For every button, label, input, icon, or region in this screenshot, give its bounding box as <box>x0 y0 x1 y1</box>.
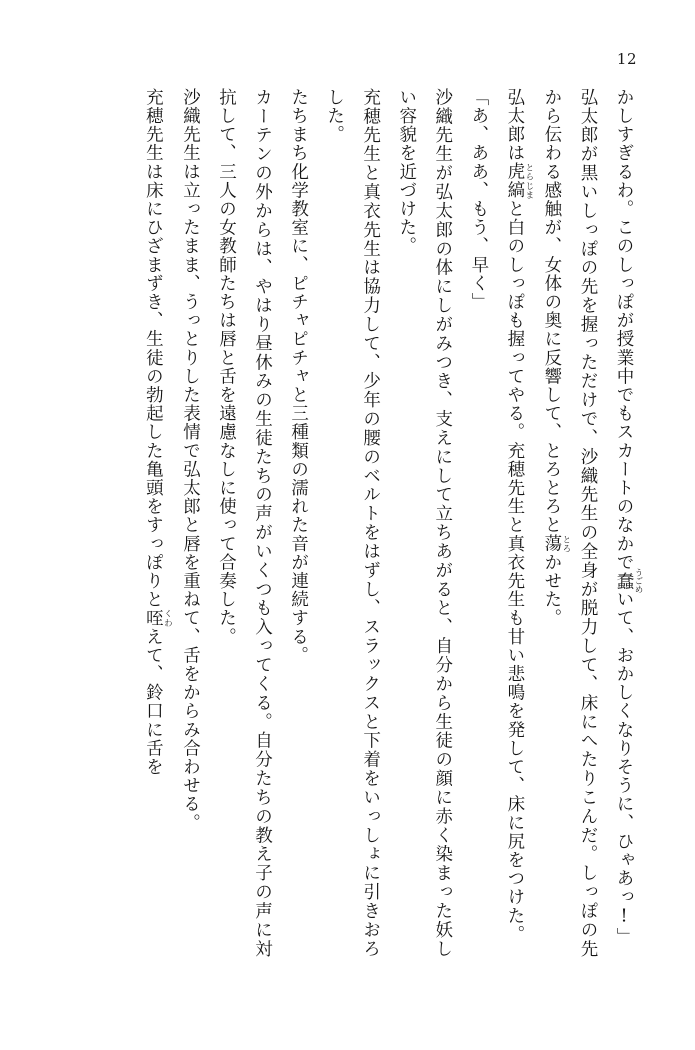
paragraph-3: 弘太郎は虎縞 とらじまと白のしっぽも握ってやる。充穂先生と真衣先生も甘い悲鳴を発して、床に尻をつけた。 <box>504 88 534 944</box>
paragraph-2: 弘太郎が黒いしっぽの先を握っただけで、沙織先生の全身が脱力して、床にへたりこんだ。しっぽの先から伝わる感触が、女体の奥に反響して、とろとろと蕩 とろかせた。 <box>541 88 598 958</box>
paragraph-4: 「あ、ああ、もう、早く」 <box>468 88 489 312</box>
paragraph-5: 沙織先生が弘太郎の体にしがみつき、支えにして立ちあがると、自分から生徒の顔に赤く染まった妖しい容貌を近づけた。 <box>396 88 453 958</box>
paragraph-6: 充穂先生と真衣先生は協力して、少年の腰のベルトをはずし、スラックスと下着をいっしょに引きおろした。 <box>324 88 381 958</box>
ruby-ugome: 蠢 うごめ <box>614 568 643 594</box>
paragraph-1: かしすぎるわ。このしっぽが授業中でもスカートのなかで蠢 うごめいて、おかしくなりそうに、ひゃあっ!」 <box>614 88 643 947</box>
paragraph-10: 充穂先生は床にひざまずき、生徒の勃起した亀頭をすっぽりと咥 くわえて、鈴口に舌を <box>143 88 173 777</box>
page-number: 12 <box>616 50 637 68</box>
paragraph-8: カーテンの外からは、やはり昼休みの生徒たちの声がいくつも入ってくる。自分たちの教え子の声に対抗して、三人の女教師たちは唇と舌を遠慮なしに使って合奏した。 <box>216 88 273 958</box>
ruby-torajima: 虎縞 とらじま <box>504 162 534 200</box>
paragraph-7: たちまち化学教室に、ピチャピチャと三種類の濡れた音が連続する。 <box>288 88 309 665</box>
body-text <box>52 88 643 958</box>
ruby-kuwa: 咥 くわ <box>143 608 173 628</box>
ruby-tou: 蕩 とろ <box>541 534 571 554</box>
paragraph-9: 沙織先生は立ったまま、うっとりした表情で弘太郎と唇を重ねて、舌をからみ合わせる。 <box>180 88 201 832</box>
